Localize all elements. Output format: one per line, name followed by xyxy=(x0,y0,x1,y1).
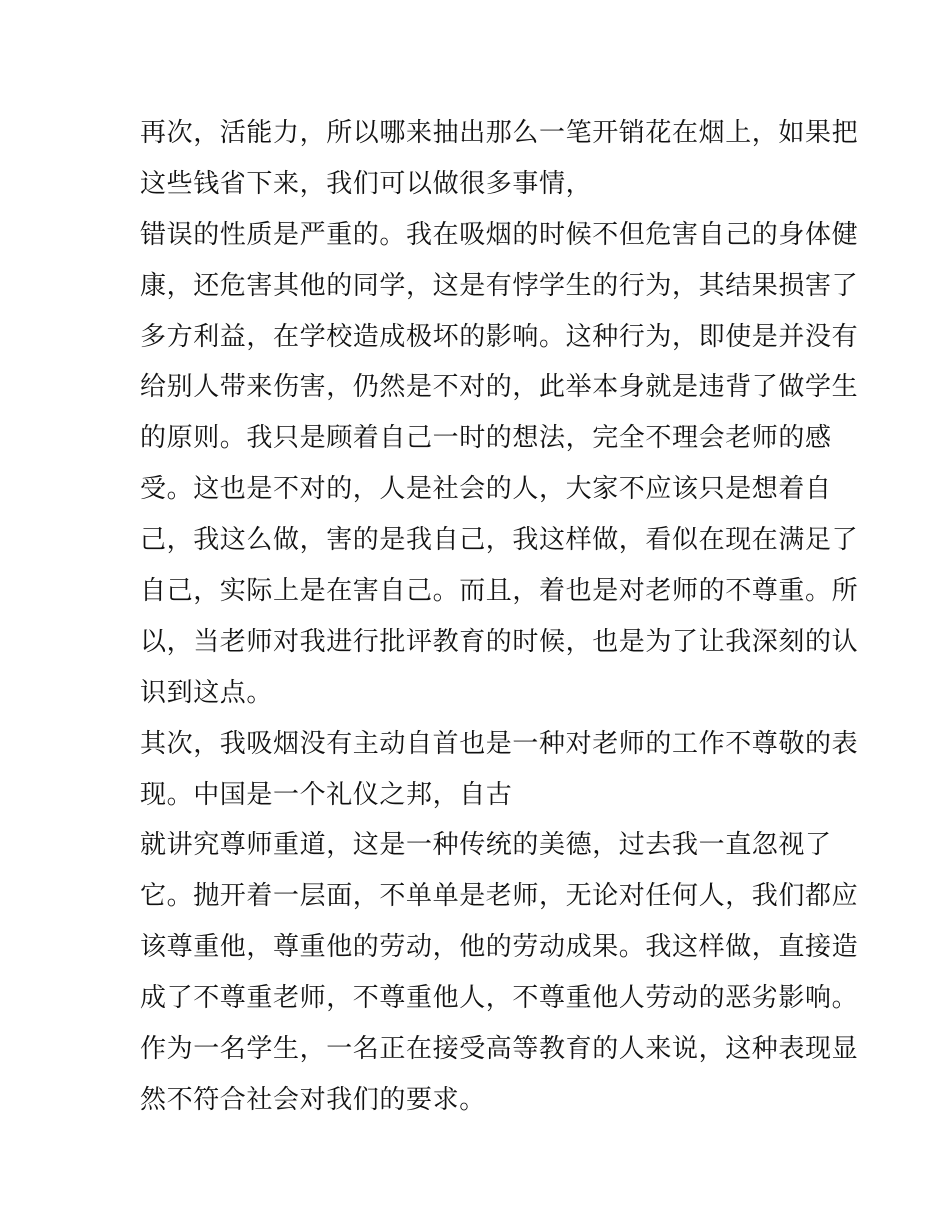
text-line: 该尊重他，尊重他的劳动，他的劳动成果。我这样做，直接造 xyxy=(140,932,859,963)
text-line: 以，当老师对我进行批评教育的时候，也是为了让我深刻的认 xyxy=(140,626,859,657)
text-line: 现。中国是一个礼仪之邦，自古 xyxy=(140,779,513,810)
text-line: 给别人带来伤害，仍然是不对的，此举本身就是违背了做学生 xyxy=(140,372,859,403)
text-line: 康，还危害其他的同学，这是有悖学生的行为，其结果损害了 xyxy=(140,270,859,301)
text-line: 作为一名学生，一名正在接受高等教育的人来说，这种表现显 xyxy=(140,1034,859,1065)
text-line: 它。抛开着一层面，不单单是老师，无论对任何人，我们都应 xyxy=(140,881,859,912)
text-line: 就讲究尊师重道，这是一种传统的美德，过去我一直忽视了 xyxy=(140,830,832,861)
text-line: 然不符合社会对我们的要求。 xyxy=(140,1084,486,1115)
text-line: 这些钱省下来，我们可以做很多事情， xyxy=(140,168,593,199)
text-line: 再次，活能力，所以哪来抽出那么一笔开销花在烟上，如果把 xyxy=(140,118,859,148)
text-line: 多方利益，在学校造成极坏的影响。这种行为，即使是并没有 xyxy=(140,321,859,352)
text-line: 自己，实际上是在害自己。而且，着也是对老师的不尊重。所 xyxy=(140,576,859,607)
text-line: 其次，我吸烟没有主动自首也是一种对老师的工作不尊敬的表 xyxy=(140,728,859,759)
text-line: 己，我这么做，害的是我自己，我这样做，看似在现在满足了 xyxy=(140,525,859,556)
text-line: 的原则。我只是顾着自己一时的想法，完全不理会老师的感 xyxy=(140,423,832,454)
text-line: 错误的性质是严重的。我在吸烟的时候不但危害自己的身体健 xyxy=(140,219,859,250)
body-text xyxy=(140,108,859,1126)
text-line: 成了不尊重老师，不尊重他人，不尊重他人劳动的恶劣影响。 xyxy=(140,983,859,1014)
text-line: 识到这点。 xyxy=(140,677,274,708)
text-line: 受。这也是不对的，人是社会的人，大家不应该只是想着自 xyxy=(140,474,832,505)
